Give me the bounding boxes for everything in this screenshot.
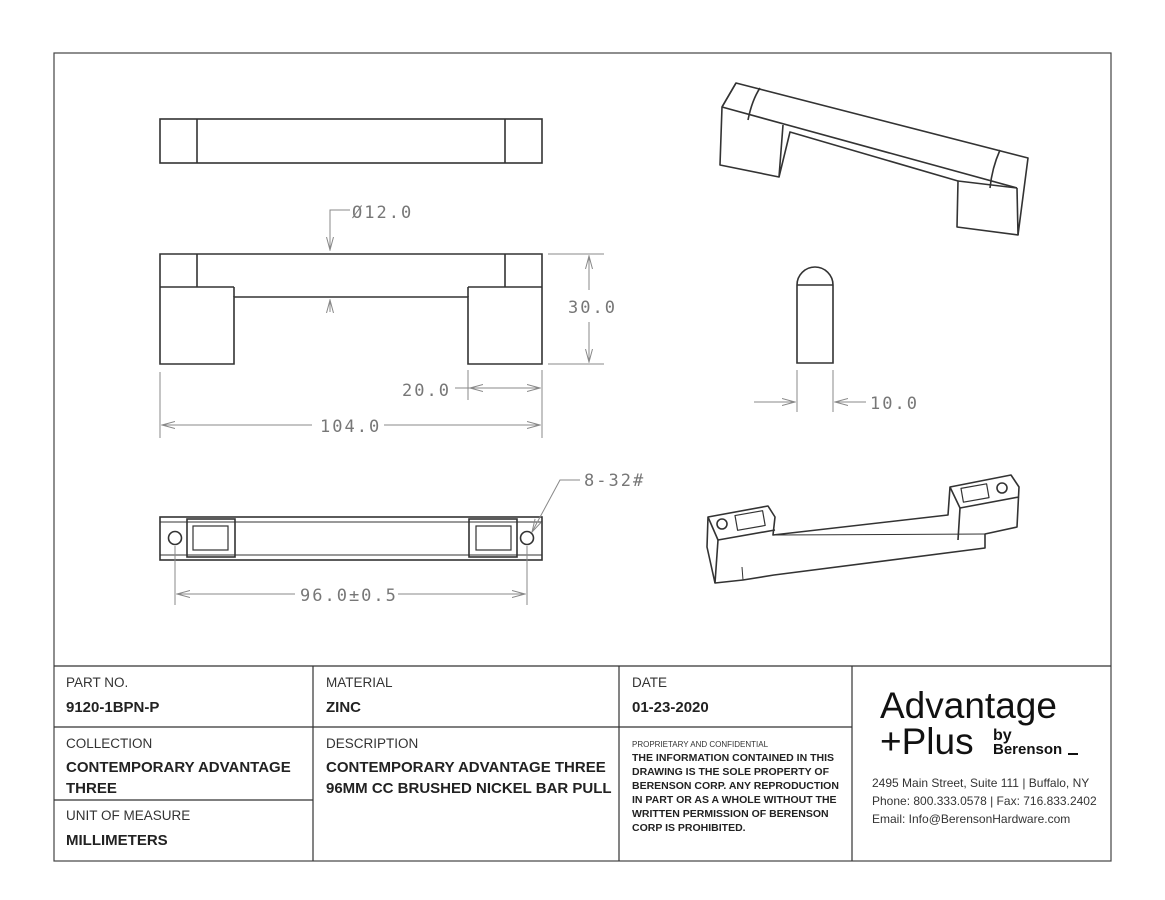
unit-value: MILLIMETERS bbox=[66, 832, 168, 849]
logo-plus: +Plus bbox=[880, 721, 974, 762]
company-logo bbox=[880, 685, 1078, 762]
proprietary-label: PROPRIETARY AND CONFIDENTIAL bbox=[632, 740, 769, 749]
part-no-value: 9120-1BPN-P bbox=[66, 699, 160, 716]
notice-line-2: DRAWING IS THE SOLE PROPERTY OF bbox=[632, 766, 829, 778]
notice-line-1: THE INFORMATION CONTAINED IN THIS bbox=[632, 752, 835, 764]
date-label: DATE bbox=[632, 675, 668, 690]
notice-line-3: BERENSON CORP. ANY REPRODUCTION bbox=[632, 780, 839, 792]
dimension-lines bbox=[160, 210, 866, 605]
top-view bbox=[160, 119, 542, 163]
date-value: 01-23-2020 bbox=[632, 699, 709, 716]
logo-by: by bbox=[993, 727, 1012, 744]
description-value-line1: CONTEMPORARY ADVANTAGE THREE bbox=[326, 759, 606, 776]
description-label: DESCRIPTION bbox=[326, 736, 419, 751]
isometric-view-top bbox=[720, 83, 1028, 235]
dim-depth: 10.0 bbox=[870, 394, 919, 414]
collection-label: COLLECTION bbox=[66, 736, 153, 751]
collection-value-line2: THREE bbox=[66, 780, 117, 797]
front-view bbox=[160, 254, 542, 364]
collection-value-line1: CONTEMPORARY ADVANTAGE bbox=[66, 759, 291, 776]
material-value: ZINC bbox=[326, 699, 361, 716]
company-address: 2495 Main Street, Suite 111 | Buffalo, NY bbox=[872, 776, 1090, 790]
dim-overall-length: 104.0 bbox=[320, 417, 382, 437]
company-email: Email: Info@BerensonHardware.com bbox=[872, 812, 1071, 826]
side-view bbox=[797, 267, 833, 363]
dim-thread: 8-32# bbox=[584, 471, 646, 491]
notice-line-4: IN PART OR AS A WHOLE WITHOUT THE bbox=[632, 794, 837, 806]
logo-advantage: Advantage bbox=[880, 685, 1057, 726]
bottom-view bbox=[160, 517, 542, 560]
notice-line-6: CORP IS PROHIBITED. bbox=[632, 822, 746, 834]
description-value-line2: 96MM CC BRUSHED NICKEL BAR PULL bbox=[326, 780, 612, 797]
dim-center-to-center: 96.0±0.5 bbox=[300, 586, 398, 606]
notice-line-5: WRITTEN PERMISSION OF BERENSON bbox=[632, 808, 829, 820]
dim-height: 30.0 bbox=[568, 298, 617, 318]
part-no-label: PART NO. bbox=[66, 675, 129, 690]
unit-label: UNIT OF MEASURE bbox=[66, 808, 191, 823]
logo-berenson: Berenson bbox=[993, 741, 1063, 758]
dim-foot-width: 20.0 bbox=[402, 381, 451, 401]
isometric-view-bottom bbox=[707, 475, 1019, 583]
material-label: MATERIAL bbox=[326, 675, 393, 690]
company-phone: Phone: 800.333.0578 | Fax: 716.833.2402 bbox=[872, 794, 1097, 808]
dim-diameter: Ø12.0 bbox=[352, 203, 414, 223]
